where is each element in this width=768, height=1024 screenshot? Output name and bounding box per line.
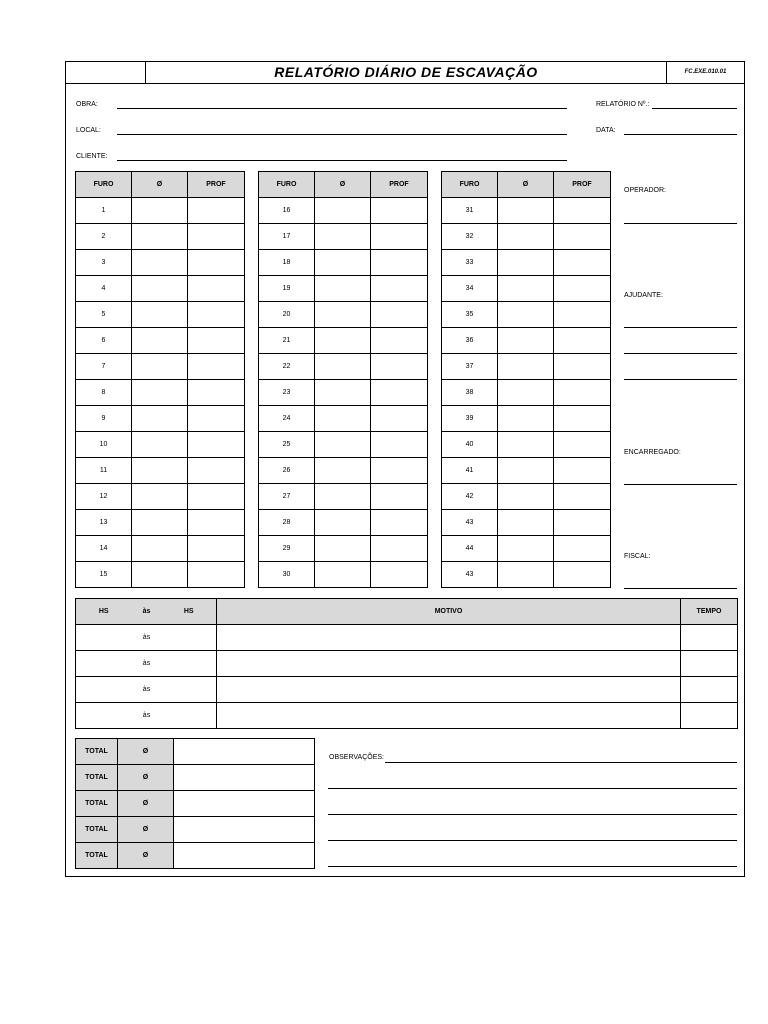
- furo-row: [442, 198, 611, 224]
- as-cell: às: [132, 651, 162, 677]
- total-value-cell[interactable]: [174, 817, 315, 843]
- furo-row: [442, 484, 611, 510]
- diametro-cell[interactable]: [132, 302, 188, 328]
- hs-start-cell[interactable]: [76, 651, 132, 677]
- prof-cell[interactable]: [188, 432, 245, 458]
- hs-end-cell[interactable]: [162, 651, 217, 677]
- relatorio-label: RELATÓRIO Nº.:: [596, 101, 650, 108]
- prof-cell[interactable]: [554, 458, 611, 484]
- furo-row: [259, 484, 428, 510]
- furo-row: [76, 510, 245, 536]
- data-label: DATA:: [596, 127, 616, 134]
- furo-number: 34: [442, 276, 498, 302]
- furo-row: [259, 536, 428, 562]
- diametro-cell[interactable]: [315, 302, 371, 328]
- diametro-cell[interactable]: [132, 510, 188, 536]
- furo-row: [442, 432, 611, 458]
- furo-row: [259, 328, 428, 354]
- prof-cell[interactable]: [554, 198, 611, 224]
- diametro-header: Ø: [132, 172, 188, 198]
- furo-row: [76, 302, 245, 328]
- tempo-cell[interactable]: [681, 625, 738, 651]
- diametro-cell[interactable]: [498, 276, 554, 302]
- prof-cell[interactable]: [554, 380, 611, 406]
- operador-label: OPERADOR:: [624, 187, 667, 194]
- prof-cell[interactable]: [188, 250, 245, 276]
- furo-number: 21: [259, 328, 315, 354]
- furo-row: [76, 380, 245, 406]
- furo-row: [76, 198, 245, 224]
- prof-cell[interactable]: [188, 328, 245, 354]
- prof-cell[interactable]: [371, 484, 428, 510]
- diametro-cell[interactable]: [315, 224, 371, 250]
- furo-number: 41: [442, 458, 498, 484]
- prof-cell[interactable]: [371, 536, 428, 562]
- furo-row: [259, 510, 428, 536]
- furo-number: 9: [76, 406, 132, 432]
- furo-number: 43: [442, 562, 498, 588]
- diametro-cell[interactable]: [132, 484, 188, 510]
- diametro-cell[interactable]: [315, 354, 371, 380]
- diametro-cell[interactable]: [315, 458, 371, 484]
- furo-number: 5: [76, 302, 132, 328]
- furo-header: FURO: [259, 172, 315, 198]
- prof-cell[interactable]: [554, 432, 611, 458]
- local-label: LOCAL:: [76, 127, 101, 134]
- diametro-cell[interactable]: [132, 562, 188, 588]
- diametro-cell[interactable]: [315, 484, 371, 510]
- prof-cell[interactable]: [554, 276, 611, 302]
- furo-number: 13: [76, 510, 132, 536]
- diametro-cell[interactable]: [498, 406, 554, 432]
- form-title: RELATÓRIO DIÁRIO DE ESCAVAÇÃO: [145, 61, 667, 84]
- furo-row: [76, 224, 245, 250]
- prof-cell[interactable]: [554, 536, 611, 562]
- furo-table-3: [441, 171, 611, 588]
- total-value-cell[interactable]: [174, 791, 315, 817]
- furo-number: 44: [442, 536, 498, 562]
- furo-row: [259, 354, 428, 380]
- as-header: às: [132, 599, 162, 625]
- furo-number: 38: [442, 380, 498, 406]
- furo-number: 37: [442, 354, 498, 380]
- diametro-cell[interactable]: [132, 354, 188, 380]
- furo-row: [442, 536, 611, 562]
- furo-row: [259, 406, 428, 432]
- tempo-cell[interactable]: [681, 703, 738, 729]
- motivo-cell[interactable]: [217, 677, 681, 703]
- diameter-symbol: Ø: [118, 843, 174, 869]
- prof-cell[interactable]: [188, 562, 245, 588]
- prof-cell[interactable]: [554, 302, 611, 328]
- prof-cell[interactable]: [371, 328, 428, 354]
- diametro-cell[interactable]: [315, 380, 371, 406]
- furo-number: 31: [442, 198, 498, 224]
- form-code: FC.EXE.010.01: [666, 61, 745, 84]
- diametro-cell[interactable]: [132, 432, 188, 458]
- prof-cell[interactable]: [188, 510, 245, 536]
- prof-cell[interactable]: [188, 224, 245, 250]
- total-row: [76, 817, 315, 843]
- furo-row: [442, 250, 611, 276]
- fiscal-field[interactable]: [624, 588, 737, 589]
- furo-row: [259, 562, 428, 588]
- furo-row: [259, 198, 428, 224]
- furo-row: [76, 328, 245, 354]
- tempo-cell[interactable]: [681, 651, 738, 677]
- furo-table-2: [258, 171, 428, 588]
- header-logo-cell: [65, 61, 146, 84]
- diametro-cell[interactable]: [498, 510, 554, 536]
- as-cell: às: [132, 703, 162, 729]
- prof-cell[interactable]: [188, 380, 245, 406]
- prof-cell[interactable]: [371, 198, 428, 224]
- observacoes-field-1[interactable]: [385, 762, 737, 763]
- furo-row: [76, 536, 245, 562]
- diametro-cell[interactable]: [315, 562, 371, 588]
- furo-number: 20: [259, 302, 315, 328]
- hs-start-cell[interactable]: [76, 625, 132, 651]
- prof-cell[interactable]: [554, 354, 611, 380]
- diametro-cell[interactable]: [498, 198, 554, 224]
- diametro-cell[interactable]: [498, 224, 554, 250]
- diametro-cell[interactable]: [315, 198, 371, 224]
- hs-start-header: HS: [76, 599, 132, 625]
- furo-number: 22: [259, 354, 315, 380]
- hs-end-cell[interactable]: [162, 625, 217, 651]
- diametro-cell[interactable]: [315, 432, 371, 458]
- observacoes-label: OBSERVAÇÕES:: [329, 754, 384, 761]
- total-row: [76, 739, 315, 765]
- prof-cell[interactable]: [371, 250, 428, 276]
- prof-cell[interactable]: [371, 406, 428, 432]
- totals-table: [75, 738, 315, 869]
- obra-field[interactable]: [117, 108, 567, 109]
- furo-number: 12: [76, 484, 132, 510]
- total-row: [76, 843, 315, 869]
- diameter-symbol: Ø: [118, 791, 174, 817]
- prof-cell[interactable]: [371, 224, 428, 250]
- cliente-field[interactable]: [117, 160, 567, 161]
- total-value-cell[interactable]: [174, 843, 315, 869]
- diametro-cell[interactable]: [132, 380, 188, 406]
- furo-number: 24: [259, 406, 315, 432]
- furo-number: 32: [442, 224, 498, 250]
- hs-start-cell[interactable]: [76, 677, 132, 703]
- prof-cell[interactable]: [554, 510, 611, 536]
- diametro-cell[interactable]: [132, 224, 188, 250]
- furo-row: [259, 276, 428, 302]
- diametro-cell[interactable]: [498, 328, 554, 354]
- motivo-cell[interactable]: [217, 625, 681, 651]
- furo-row: [442, 562, 611, 588]
- encarregado-field[interactable]: [624, 484, 737, 485]
- prof-header: PROF: [371, 172, 428, 198]
- observacoes-field-2[interactable]: [328, 788, 737, 789]
- furo-row: [259, 302, 428, 328]
- furo-number: 6: [76, 328, 132, 354]
- motivo-header: MOTIVO: [217, 599, 681, 625]
- ajudante-field-1[interactable]: [624, 327, 737, 328]
- prof-cell[interactable]: [554, 224, 611, 250]
- furo-number: 11: [76, 458, 132, 484]
- motivo-cell[interactable]: [217, 703, 681, 729]
- prof-cell[interactable]: [371, 458, 428, 484]
- hs-end-header: HS: [162, 599, 217, 625]
- furo-row: [76, 432, 245, 458]
- diametro-cell[interactable]: [315, 276, 371, 302]
- prof-cell[interactable]: [188, 198, 245, 224]
- stop-row: [76, 703, 738, 729]
- furo-row: [442, 510, 611, 536]
- stops-table: [75, 598, 738, 729]
- total-row: [76, 765, 315, 791]
- furo-number: 10: [76, 432, 132, 458]
- observacoes-field-3[interactable]: [328, 814, 737, 815]
- diametro-cell[interactable]: [498, 484, 554, 510]
- furo-header: FURO: [76, 172, 132, 198]
- furo-header: FURO: [442, 172, 498, 198]
- diametro-cell[interactable]: [498, 380, 554, 406]
- total-row: [76, 791, 315, 817]
- prof-cell[interactable]: [371, 510, 428, 536]
- furo-row: [76, 406, 245, 432]
- ajudante-label: AJUDANTE:: [624, 292, 663, 299]
- diametro-cell[interactable]: [498, 458, 554, 484]
- fiscal-label: FISCAL:: [624, 553, 651, 560]
- furo-number: 35: [442, 302, 498, 328]
- diametro-cell[interactable]: [132, 198, 188, 224]
- furo-number: 17: [259, 224, 315, 250]
- motivo-cell[interactable]: [217, 651, 681, 677]
- furo-number: 8: [76, 380, 132, 406]
- prof-cell[interactable]: [554, 484, 611, 510]
- furo-row: [442, 224, 611, 250]
- data-field[interactable]: [624, 134, 737, 135]
- furo-number: 39: [442, 406, 498, 432]
- prof-header: PROF: [554, 172, 611, 198]
- diametro-cell[interactable]: [498, 562, 554, 588]
- furo-row: [442, 328, 611, 354]
- furo-row: [259, 380, 428, 406]
- furo-row: [259, 250, 428, 276]
- diametro-cell[interactable]: [315, 510, 371, 536]
- ajudante-field-2[interactable]: [624, 353, 737, 354]
- diametro-cell[interactable]: [132, 276, 188, 302]
- local-field[interactable]: [117, 134, 567, 135]
- total-label: TOTAL: [76, 791, 118, 817]
- prof-cell[interactable]: [188, 406, 245, 432]
- diametro-cell[interactable]: [132, 458, 188, 484]
- diameter-symbol: Ø: [118, 765, 174, 791]
- diameter-symbol: Ø: [118, 739, 174, 765]
- furo-number: 23: [259, 380, 315, 406]
- prof-header: PROF: [188, 172, 245, 198]
- prof-cell[interactable]: [188, 354, 245, 380]
- diametro-cell[interactable]: [132, 328, 188, 354]
- total-label: TOTAL: [76, 817, 118, 843]
- total-value-cell[interactable]: [174, 739, 315, 765]
- furo-number: 40: [442, 432, 498, 458]
- prof-cell[interactable]: [554, 328, 611, 354]
- observacoes-field-4[interactable]: [328, 840, 737, 841]
- obra-label: OBRA:: [76, 101, 98, 108]
- diametro-cell[interactable]: [498, 536, 554, 562]
- furo-row: [259, 224, 428, 250]
- furo-number: 33: [442, 250, 498, 276]
- furo-row: [259, 458, 428, 484]
- total-label: TOTAL: [76, 765, 118, 791]
- tempo-header: TEMPO: [681, 599, 738, 625]
- furo-number: 43: [442, 510, 498, 536]
- furo-row: [76, 250, 245, 276]
- furo-row: [76, 562, 245, 588]
- prof-cell[interactable]: [554, 250, 611, 276]
- prof-cell[interactable]: [188, 484, 245, 510]
- prof-cell[interactable]: [371, 354, 428, 380]
- prof-cell[interactable]: [371, 432, 428, 458]
- diametro-header: Ø: [315, 172, 371, 198]
- ajudante-field-3[interactable]: [624, 379, 737, 380]
- furo-row: [76, 354, 245, 380]
- furo-row: [442, 302, 611, 328]
- diametro-cell[interactable]: [498, 302, 554, 328]
- tempo-cell[interactable]: [681, 677, 738, 703]
- diametro-cell[interactable]: [315, 406, 371, 432]
- hs-end-cell[interactable]: [162, 703, 217, 729]
- diametro-cell[interactable]: [315, 328, 371, 354]
- relatorio-field[interactable]: [652, 108, 737, 109]
- total-label: TOTAL: [76, 739, 118, 765]
- as-cell: às: [132, 625, 162, 651]
- furo-row: [76, 458, 245, 484]
- furo-row: [442, 354, 611, 380]
- furo-number: 15: [76, 562, 132, 588]
- diametro-cell[interactable]: [132, 250, 188, 276]
- furo-number: 42: [442, 484, 498, 510]
- furo-number: 14: [76, 536, 132, 562]
- furo-number: 29: [259, 536, 315, 562]
- diametro-header: Ø: [498, 172, 554, 198]
- furo-number: 27: [259, 484, 315, 510]
- furo-number: 18: [259, 250, 315, 276]
- prof-cell[interactable]: [371, 302, 428, 328]
- total-value-cell[interactable]: [174, 765, 315, 791]
- furo-number: 4: [76, 276, 132, 302]
- hs-start-cell[interactable]: [76, 703, 132, 729]
- encarregado-label: ENCARREGADO:: [624, 449, 681, 456]
- operador-field[interactable]: [624, 223, 737, 224]
- furo-row: [259, 432, 428, 458]
- furo-number: 19: [259, 276, 315, 302]
- as-cell: às: [132, 677, 162, 703]
- hs-end-cell[interactable]: [162, 677, 217, 703]
- prof-cell[interactable]: [371, 276, 428, 302]
- furo-number: 36: [442, 328, 498, 354]
- prof-cell[interactable]: [371, 380, 428, 406]
- diametro-cell[interactable]: [315, 536, 371, 562]
- prof-cell[interactable]: [188, 276, 245, 302]
- prof-cell[interactable]: [554, 406, 611, 432]
- furo-number: 2: [76, 224, 132, 250]
- prof-cell[interactable]: [188, 536, 245, 562]
- stop-row: [76, 625, 738, 651]
- furo-number: 7: [76, 354, 132, 380]
- total-label: TOTAL: [76, 843, 118, 869]
- diametro-cell[interactable]: [132, 536, 188, 562]
- furo-number: 28: [259, 510, 315, 536]
- furo-table-1: [75, 171, 245, 588]
- stop-row: [76, 651, 738, 677]
- furo-number: 26: [259, 458, 315, 484]
- furo-number: 30: [259, 562, 315, 588]
- prof-cell[interactable]: [554, 562, 611, 588]
- furo-row: [76, 484, 245, 510]
- diametro-cell[interactable]: [498, 432, 554, 458]
- diametro-cell[interactable]: [132, 406, 188, 432]
- prof-cell[interactable]: [188, 458, 245, 484]
- prof-cell[interactable]: [371, 562, 428, 588]
- stop-row: [76, 677, 738, 703]
- furo-row: [442, 276, 611, 302]
- observacoes-field-5[interactable]: [328, 866, 737, 867]
- furo-row: [442, 458, 611, 484]
- diametro-cell[interactable]: [315, 250, 371, 276]
- furo-number: 16: [259, 198, 315, 224]
- furo-number: 1: [76, 198, 132, 224]
- furo-number: 3: [76, 250, 132, 276]
- prof-cell[interactable]: [188, 302, 245, 328]
- diametro-cell[interactable]: [498, 354, 554, 380]
- furo-row: [442, 380, 611, 406]
- diameter-symbol: Ø: [118, 817, 174, 843]
- furo-row: [76, 276, 245, 302]
- furo-row: [442, 406, 611, 432]
- furo-number: 25: [259, 432, 315, 458]
- diametro-cell[interactable]: [498, 250, 554, 276]
- cliente-label: CLIENTE:: [76, 153, 108, 160]
